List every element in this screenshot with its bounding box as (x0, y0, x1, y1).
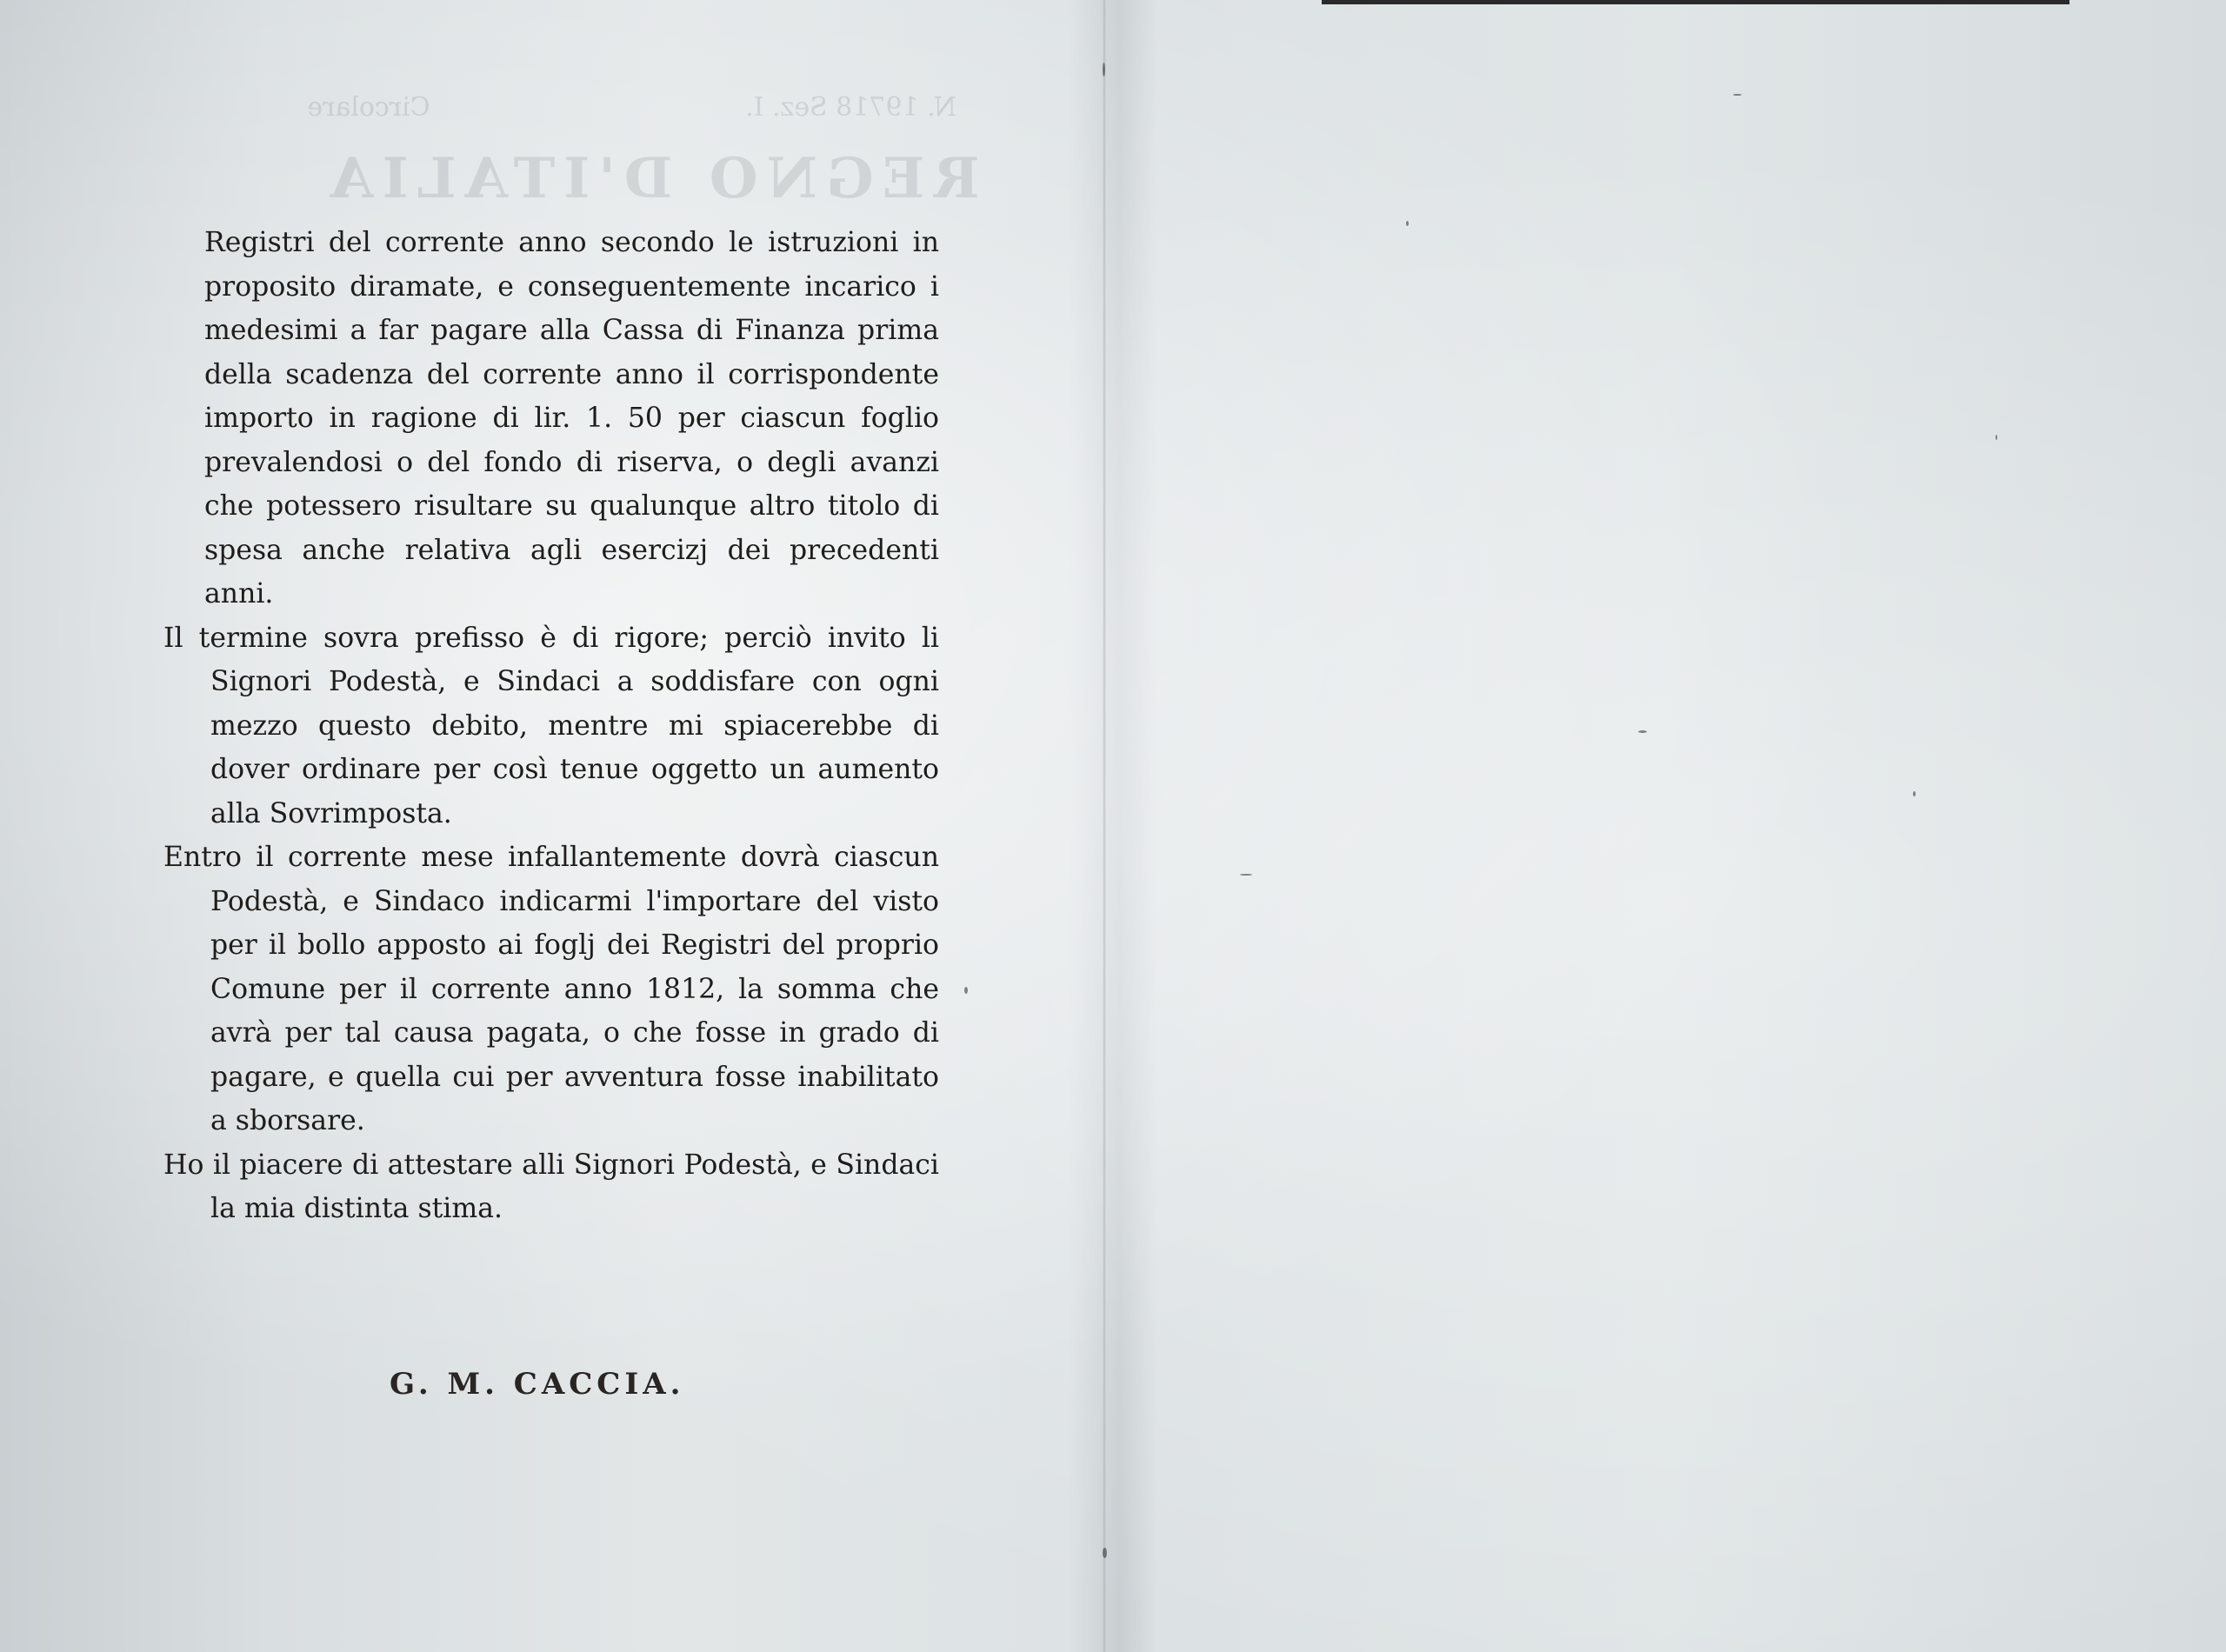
paper-speck (1638, 730, 1647, 733)
show-through-header: N. 19718 Sez. I. Circolare (307, 92, 956, 123)
paragraph-1: Registri del corrente anno secondo le istruzioni in proposito diramate, e conseguentemente incarico i medesimi a far pagare alla Cassa di Finanza prima della scadenza del corrente anno il corrispondente importo in ragione di lir. 1. 50 per ciascun foglio prevalendosi o del fondo di riserva, o degli avanzi che potessero risultare su qualunque altro titolo di spesa anche relativa agli esercizj dei precedenti anni. (204, 227, 939, 610)
center-fold (1103, 0, 1106, 1652)
paper-speck (1733, 94, 1742, 96)
top-printed-rule (1322, 0, 2069, 4)
document-body (163, 221, 939, 1231)
paragraph-2: Il termine sovra prefisso è di rigore; perciò invito li Signori Podestà, e Sindaci a soddisfare con ogni mezzo questo debito, mentre mi spiacerebbe di dover ordinare per così tenue oggetto un aumento alla Sovrimposta. (163, 622, 939, 829)
paragraph-4: Ho il piacere di attestare alli Signori Podestà, e Sindaci la mia distinta stima. (163, 1149, 939, 1224)
paper-speck (1240, 874, 1252, 876)
paper-speck (1103, 1548, 1107, 1558)
paragraph-3: Entro il corrente mese infallantemente dovrà ciascun Podestà, e Sindaco indicarmi l'importare del visto per il bollo apposto ai foglj dei Registri del proprio Comune per il corrente anno 1812, la somma che avrà per tal causa pagata, o che fosse in grado di pagare, e quella cui per avventura fosse inabilitato a sborsare. (163, 842, 939, 1136)
paper-speck (1406, 221, 1409, 226)
show-through-title: REGNO D'ITALIA (322, 146, 980, 211)
paper-speck (964, 987, 968, 994)
paper-speck (1913, 791, 1916, 796)
signature: G. M. CACCIA. (390, 1367, 685, 1402)
paper-speck (1996, 435, 1997, 440)
paper-speck (1103, 63, 1105, 77)
